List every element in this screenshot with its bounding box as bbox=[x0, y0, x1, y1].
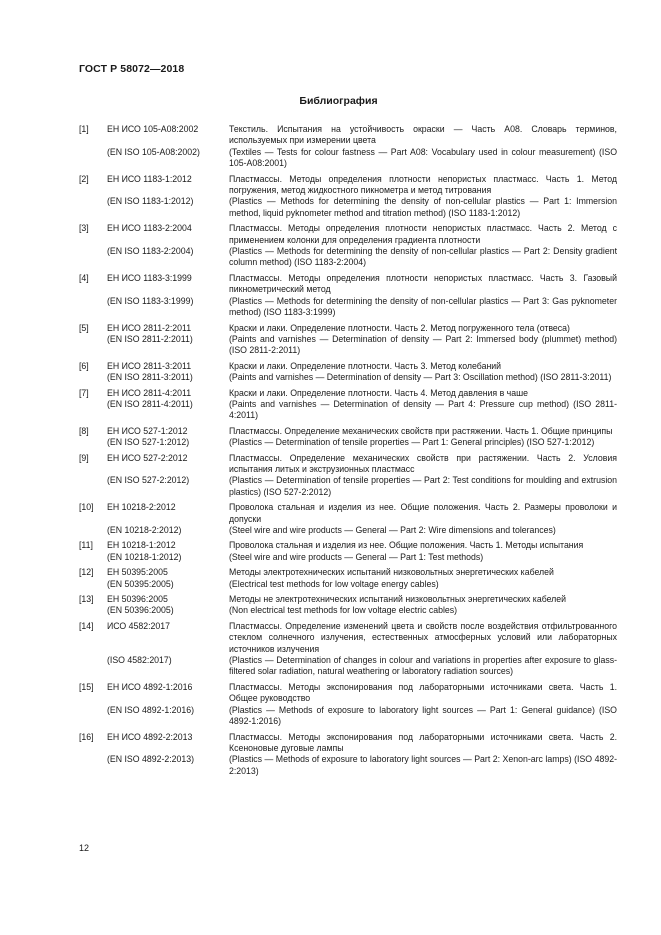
entry-translation-row bbox=[79, 296, 617, 319]
standard-code: ЕН ИСО 527-1:2012 bbox=[107, 425, 188, 436]
entry-number: [2] bbox=[79, 173, 89, 184]
section-title: Библиография bbox=[299, 95, 378, 107]
entry-translation-row bbox=[79, 196, 617, 219]
entry-primary-row bbox=[79, 426, 617, 437]
entry-primary-row bbox=[79, 682, 617, 705]
standard-code: ЕН ИСО 4892-1:2016 bbox=[107, 681, 193, 692]
standard-title: Краски и лаки. Определение плотности. Часть 3. Метод колебаний bbox=[229, 360, 502, 371]
standard-code: ЕН ИСО 1183-3:1999 bbox=[107, 272, 192, 283]
standard-title: Пластмассы. Методы определения плотности непористых пластмасс. Часть 3. Газовый пикнометрический метод bbox=[229, 272, 617, 295]
entry-primary-row bbox=[79, 273, 617, 296]
bibliography-entry bbox=[79, 323, 617, 357]
standard-title: Текстиль. Испытания на устойчивость окраски — Часть A08. Словарь терминов, используемых при измерении цвета bbox=[229, 124, 617, 146]
standard-code: (EN 10218-1:2012) bbox=[107, 551, 182, 562]
entry-translation-row bbox=[79, 372, 617, 383]
standard-title: (Plastics — Methods for determining the density of non-cellular plastics — Part 1: Immersion method, liquid pyknometer method and titration method) (ISO 1183-1:2012) bbox=[229, 196, 617, 218]
standard-title: Пластмассы. Определение механических свойств при растяжении. Часть 1. Общие принципы bbox=[229, 425, 613, 436]
entry-translation-row bbox=[79, 246, 617, 269]
entry-number: [15] bbox=[79, 681, 94, 692]
standard-title: Пластмассы. Методы определения плотности непористых пластмасс. Часть 2. Метод с применением колонки для определения градиента плотности bbox=[229, 223, 617, 245]
entry-translation-row bbox=[79, 605, 617, 616]
entry-primary-row bbox=[79, 124, 617, 147]
standard-title: (Non electrical test methods for low voltage electric cables) bbox=[229, 605, 458, 616]
standard-code: (EN ISO 1183-2:2004) bbox=[107, 246, 194, 257]
entry-translation-row bbox=[79, 437, 617, 448]
standard-code: (EN ISO 1183-1:2012) bbox=[107, 196, 194, 207]
entry-number bbox=[79, 579, 107, 590]
entry-primary-row bbox=[79, 223, 617, 246]
standard-code: ЕН 10218-1:2012 bbox=[107, 540, 176, 551]
entry-number bbox=[79, 655, 107, 678]
bibliography-entry bbox=[79, 174, 617, 220]
standard-title: (Paints and varnishes — Determination of density — Part 4: Pressure cup method) (ISO 2811-4:2011) bbox=[229, 398, 617, 421]
entry-number: [13] bbox=[79, 594, 94, 605]
standard-code: (ISO 4582:2017) bbox=[107, 655, 172, 666]
entry-number: [7] bbox=[79, 387, 89, 398]
entry-translation-row bbox=[79, 475, 617, 498]
entry-primary-row bbox=[79, 388, 617, 399]
entry-primary-row bbox=[79, 323, 617, 334]
bibliography-entry bbox=[79, 594, 617, 617]
standard-title: (Steel wire and wire products — General — Part 1: Test methods) bbox=[229, 551, 484, 562]
entry-translation-row bbox=[79, 705, 617, 728]
standard-title: (Plastics — Methods of exposure to laboratory light sources — Part 1: General guidance) (ISO 4892-1:2016) bbox=[229, 704, 617, 727]
standard-code: (EN ISO 2811-2:2011) bbox=[107, 333, 193, 344]
entry-number: [12] bbox=[79, 567, 94, 578]
bibliography-entry bbox=[79, 732, 617, 778]
entry-number bbox=[79, 334, 107, 357]
bibliography-entry bbox=[79, 682, 617, 728]
entry-number: [5] bbox=[79, 322, 89, 333]
bibliography-entry bbox=[79, 361, 617, 384]
standard-code: ЕН ИСО 2811-4:2011 bbox=[107, 387, 192, 398]
standard-title: (Paints and varnishes — Determination of density — Part 2: Immersed body (plummet) method) (ISO 2811-2:2011) bbox=[229, 333, 617, 356]
standard-title: Проволока стальная и изделия из нее. Общие положения. Часть 1. Методы испытания bbox=[229, 540, 584, 551]
entry-translation-row bbox=[79, 579, 617, 590]
entry-primary-row bbox=[79, 594, 617, 605]
standard-title: Проволока стальная и изделия из нее. Общие положения. Часть 2. Размеры проволоки и допуски bbox=[229, 502, 617, 524]
entry-number bbox=[79, 296, 107, 319]
standard-title: Пластмассы. Методы экспонирования под лабораторными источниками света. Часть 1. Общее руководство bbox=[229, 681, 617, 704]
standard-title: (Plastics — Methods for determining the density of non-cellular plastics — Part 3: Gas pyknometer method) (ISO 1183-3:1999) bbox=[229, 295, 617, 318]
entry-primary-row bbox=[79, 732, 617, 755]
page-number: 12 bbox=[79, 843, 90, 853]
entry-number: [16] bbox=[79, 731, 94, 742]
standard-title: (Plastics — Determination of tensile properties — Part 1: General principles) (ISO 527-1:2012) bbox=[229, 437, 595, 448]
entry-number: [14] bbox=[79, 620, 94, 631]
standard-code: (EN ISO 2811-3:2011) bbox=[107, 372, 193, 383]
entry-translation-row bbox=[79, 552, 617, 563]
standard-code: (EN ISO 1183-3:1999) bbox=[107, 295, 194, 306]
standard-title: (Paints and varnishes — Determination of density — Part 3: Oscillation method) (ISO 2811-3:2011) bbox=[229, 372, 612, 383]
standard-title: Пластмассы. Определение механических свойств при растяжении. Часть 2. Условия испытания литых и экструзионных пластмасс bbox=[229, 452, 617, 474]
bibliography-entry bbox=[79, 388, 617, 422]
entry-translation-row bbox=[79, 754, 617, 777]
standard-title: (Plastics — Determination of changes in colour and variations in properties after exposure to glass-filtered solar radiation, natural weathering or laboratory radiation sources) bbox=[229, 655, 617, 677]
standard-title: Краски и лаки. Определение плотности. Часть 4. Метод давления в чаше bbox=[229, 387, 528, 398]
standard-code: (EN ISO 527-1:2012) bbox=[107, 437, 190, 448]
standard-title: Методы не электротехнических испытаний низковольтных энергетических кабелей bbox=[229, 594, 567, 605]
entry-translation-row bbox=[79, 399, 617, 422]
standard-code: (EN ISO 2811-4:2011) bbox=[107, 398, 193, 409]
standard-title: (Plastics — Methods for determining the density of non-cellular plastics — Part 2: Density gradient column method) (ISO 1183-2:2004) bbox=[229, 246, 617, 268]
entry-number: [8] bbox=[79, 425, 89, 436]
standard-code: (EN ISO 4892-2:2013) bbox=[107, 754, 195, 765]
bibliography-list bbox=[79, 124, 617, 781]
bibliography-entry bbox=[79, 502, 617, 536]
standard-title: Краски и лаки. Определение плотности. Часть 2. Метод погруженного тела (отвеса) bbox=[229, 322, 570, 333]
entry-number: [6] bbox=[79, 360, 89, 371]
standard-code: ЕН 10218-2:2012 bbox=[107, 502, 176, 513]
standard-title: Пластмассы. Методы определения плотности непористых пластмасс. Часть 1. Метод погружения, метод жидкостного пикнометра и метод титрования bbox=[229, 173, 617, 196]
entry-primary-row bbox=[79, 540, 617, 551]
entry-number bbox=[79, 246, 107, 269]
entry-number bbox=[79, 196, 107, 219]
entry-number bbox=[79, 705, 107, 728]
entry-number: [4] bbox=[79, 272, 89, 283]
entry-translation-row bbox=[79, 525, 617, 536]
entry-primary-row bbox=[79, 502, 617, 525]
standard-code: (EN ISO 4892-1:2016) bbox=[107, 704, 195, 715]
entry-number bbox=[79, 475, 107, 498]
entry-number bbox=[79, 147, 107, 170]
standard-code: ЕН ИСО 2811-2:2011 bbox=[107, 322, 192, 333]
standard-title: (Plastics — Determination of tensile properties — Part 2: Test conditions for moulding and extrusion plastics) (ISO 527-2:2012) bbox=[229, 475, 617, 497]
entry-primary-row bbox=[79, 453, 617, 476]
bibliography-entry bbox=[79, 273, 617, 319]
standard-code: ЕН ИСО 527-2:2012 bbox=[107, 452, 188, 463]
bibliography-entry bbox=[79, 453, 617, 499]
standard-code: ИСО 4582:2017 bbox=[107, 620, 171, 631]
bibliography-entry bbox=[79, 567, 617, 590]
entry-number bbox=[79, 552, 107, 563]
standard-code: ЕН ИСО 1183-2:2004 bbox=[107, 223, 192, 234]
entry-translation-row bbox=[79, 334, 617, 357]
bibliography-entry bbox=[79, 621, 617, 678]
entry-primary-row bbox=[79, 621, 617, 655]
standard-code: (EN ISO 105-A08:2002) bbox=[107, 146, 200, 157]
standard-code: ЕН ИСО 105-A08:2002 bbox=[107, 124, 199, 134]
entry-number: [10] bbox=[79, 502, 94, 513]
standard-code: ЕН 50395:2005 bbox=[107, 567, 168, 578]
standard-title: Пластмассы. Методы экспонирования под лабораторными источниками света. Часть 2. Ксеноновые дуговые лампы bbox=[229, 731, 617, 753]
standard-code: ЕН ИСО 1183-1:2012 bbox=[107, 173, 192, 184]
bibliography-entry bbox=[79, 540, 617, 563]
standard-title: (Plastics — Methods of exposure to laboratory light sources — Part 2: Xenon-arc lamps) (ISO 4892-2:2013) bbox=[229, 754, 617, 776]
standard-code: ЕН ИСО 4892-2:2013 bbox=[107, 731, 193, 742]
entry-primary-row bbox=[79, 361, 617, 372]
document-header: ГОСТ Р 58072—2018 bbox=[79, 63, 185, 75]
bibliography-entry bbox=[79, 124, 617, 170]
standard-code: (EN ISO 527-2:2012) bbox=[107, 475, 190, 486]
entry-translation-row bbox=[79, 147, 617, 170]
entry-number bbox=[79, 605, 107, 616]
standard-title: (Textiles — Tests for colour fastness — Part A08: Vocabulary used in colour measurement) (ISO 105-A08:2001) bbox=[229, 146, 617, 169]
standard-code: ЕН ИСО 2811-3:2011 bbox=[107, 360, 192, 371]
standard-title: (Steel wire and wire products — General — Part 2: Wire dimensions and tolerances) bbox=[229, 525, 556, 535]
entry-number bbox=[79, 372, 107, 383]
standard-code: ЕН 50396:2005 bbox=[107, 594, 168, 605]
entry-primary-row bbox=[79, 174, 617, 197]
entry-number: [9] bbox=[79, 452, 89, 463]
entry-number bbox=[79, 754, 107, 777]
entry-number: [1] bbox=[79, 124, 89, 134]
standard-title: (Electrical test methods for low voltage energy cables) bbox=[229, 578, 439, 589]
bibliography-entry bbox=[79, 426, 617, 449]
entry-number bbox=[79, 437, 107, 448]
standard-title: Пластмассы. Определение изменений цвета и свойств после воздействия отфильтрованного стеклом солнечного излучения, естественных атмосферных условий или лабораторных источников излучения bbox=[229, 620, 617, 654]
entry-number: [3] bbox=[79, 223, 89, 234]
standard-code: (EN 50395:2005) bbox=[107, 578, 174, 589]
standard-code: (EN 50396:2005) bbox=[107, 605, 174, 616]
entry-translation-row bbox=[79, 655, 617, 678]
entry-primary-row bbox=[79, 567, 617, 578]
entry-number bbox=[79, 525, 107, 536]
standard-code: (EN 10218-2:2012) bbox=[107, 525, 182, 535]
entry-number: [11] bbox=[79, 540, 93, 551]
standard-title: Методы электротехнических испытаний низковольтных энергетических кабелей bbox=[229, 567, 554, 578]
bibliography-entry bbox=[79, 223, 617, 269]
entry-number bbox=[79, 399, 107, 422]
